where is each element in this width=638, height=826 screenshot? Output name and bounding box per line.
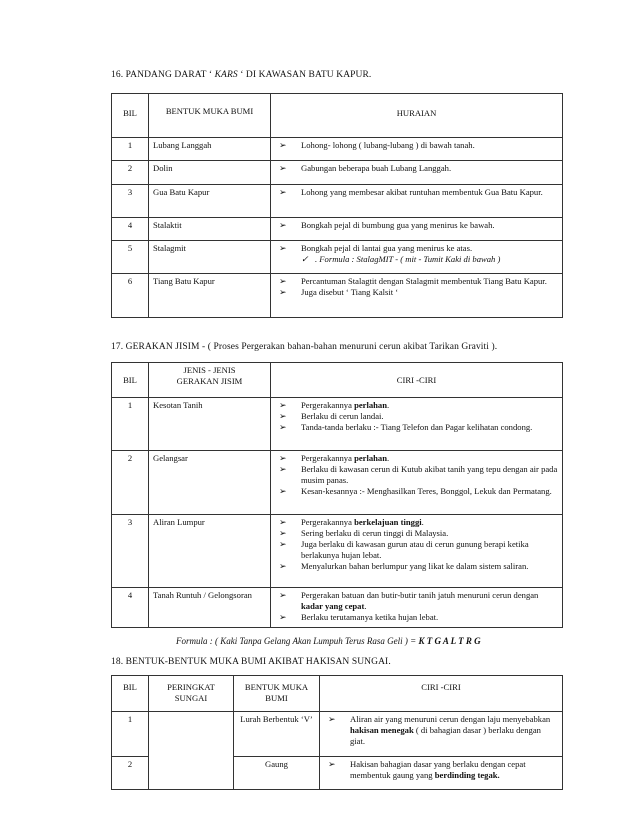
bullet-point: ➢ Percantuman Stalagtit dengan Stalagmit membentuk Tiang Batu Kapur. <box>275 276 558 287</box>
landform-name: Tiang Batu Kapur <box>149 274 271 318</box>
bullet-point: ➢ Gabungan beberapa buah Lubang Langgah. <box>275 163 558 174</box>
river-stage-cell <box>149 712 234 790</box>
bullet-point: ➢ Aliran air yang menuruni cerun dengan laju menyebabkan hakisan menegak ( di bahagian dasar ) berlaku dengan giat. <box>324 714 558 747</box>
row-number: 2 <box>112 451 149 515</box>
characteristics <box>271 398 563 451</box>
bullet-point: ➢ Pergerakan batuan dan butir-butir tanih jatuh menuruni cerun dengan kadar yang cepat. <box>275 590 558 612</box>
bullet-point: ➢ Hakisan bahagian dasar yang berlaku dengan cepat membentuk gaung yang berdinding tegak. <box>324 759 558 781</box>
header-bil: BIL <box>112 94 149 138</box>
header-huraian: HURAIAN <box>271 94 563 138</box>
landforms-kars-table <box>111 93 563 318</box>
header-bentuk-muka-bumi: BENTUK MUKA BUMI <box>234 676 320 712</box>
header-bil: BIL <box>112 363 149 398</box>
landform-name: Lurah Berbentuk ‘V’ <box>234 712 320 757</box>
movement-name: Gelangsar <box>149 451 271 515</box>
row-number: 5 <box>112 241 149 274</box>
bullet-point: ➢ Kesan-kesannya :- Menghasilkan Teres, Bonggol, Lekuk dan Permatang. <box>275 486 558 497</box>
table-row <box>112 588 563 628</box>
table-row <box>112 451 563 515</box>
bullet-point: ➢ Juga disebut ‘ Tiang Kalsit ‘ <box>275 287 558 298</box>
bullet-point: ➢ Berlaku di cerun landai. <box>275 411 558 422</box>
table-row <box>112 218 563 241</box>
header-ciri-ciri: CIRI -CIRI <box>320 676 563 712</box>
header-bentuk-muka-bumi: BENTUK MUKA BUMI <box>149 94 271 138</box>
table-row <box>112 712 563 757</box>
mass-movement-table <box>111 362 563 628</box>
table-row <box>112 185 563 218</box>
row-number: 1 <box>112 712 149 757</box>
row-number: 1 <box>112 398 149 451</box>
bullet-point: ➢ Lohong- lohong ( lubang-lubang ) di bawah tanah. <box>275 140 558 151</box>
river-erosion-table <box>111 675 563 790</box>
description <box>271 161 563 185</box>
characteristics <box>271 588 563 628</box>
bullet-point: ➢ Berlaku terutamanya ketika hujan lebat. <box>275 612 558 623</box>
characteristics <box>271 451 563 515</box>
header-bil: BIL <box>112 676 149 712</box>
movement-name: Aliran Lumpur <box>149 515 271 588</box>
header-ciri-ciri: CIRI -CIRI <box>271 363 563 398</box>
landform-name: Stalagmit <box>149 241 271 274</box>
section-16-heading: 16. PANDANG DARAT ‘ KARS ‘ DI KAWASAN BATU KAPUR. <box>111 70 372 80</box>
table-row <box>112 161 563 185</box>
characteristics <box>320 712 563 757</box>
landform-name: Dolin <box>149 161 271 185</box>
table-row <box>112 138 563 161</box>
characteristics <box>271 515 563 588</box>
formula-check-point: ✓ . Formula : StalagMIT - ( mit - Tumit Kaki di bawah ) <box>275 254 558 265</box>
table-row <box>112 274 563 318</box>
bullet-point: ➢ Sering berlaku di cerun tinggi di Malaysia. <box>275 528 558 539</box>
row-number: 3 <box>112 185 149 218</box>
row-number: 2 <box>112 757 149 790</box>
landform-name: Lubang Langgah <box>149 138 271 161</box>
description <box>271 218 563 241</box>
row-number: 1 <box>112 138 149 161</box>
row-number: 6 <box>112 274 149 318</box>
bullet-point: ➢ Tanda-tanda berlaku :- Tiang Telefon dan Pagar kelihatan condong. <box>275 422 558 433</box>
characteristics <box>320 757 563 790</box>
header-peringkat-sungai: PERINGKAT SUNGAI <box>149 676 234 712</box>
row-number: 4 <box>112 588 149 628</box>
table-row <box>112 515 563 588</box>
bullet-point: ➢ Juga berlaku di kawasan gurun atau di cerun gunung berapi ketika berlakunya hujan lebat. <box>275 539 558 561</box>
description <box>271 274 563 318</box>
movement-name: Tanah Runtuh / Gelongsoran <box>149 588 271 628</box>
bullet-point: ➢ Pergerakannya perlahan. <box>275 453 558 464</box>
bullet-point: ➢ Pergerakannya perlahan. <box>275 400 558 411</box>
bullet-point: ➢ Bongkah pejal di lantai gua yang menirus ke atas. <box>275 243 558 254</box>
row-number: 2 <box>112 161 149 185</box>
landform-name: Gua Batu Kapur <box>149 185 271 218</box>
bullet-point: ➢ Berlaku di kawasan cerun di Kutub akibat tanih yang tepu dengan air pada musim panas. <box>275 464 558 486</box>
mnemonic-formula: Formula : ( Kaki Tanpa Gelang Akan Lumpuh Terus Rasa Geli ) = K T G A L T R G <box>176 636 481 646</box>
table-row <box>112 241 563 274</box>
bullet-point: ➢ Bongkah pejal di bumbung gua yang menirus ke bawah. <box>275 220 558 231</box>
row-number: 3 <box>112 515 149 588</box>
row-number: 4 <box>112 218 149 241</box>
landform-name: Gaung <box>234 757 320 790</box>
bullet-point: ➢ Lohong yang membesar akibat runtuhan membentuk Gua Batu Kapur. <box>275 187 558 198</box>
description <box>271 138 563 161</box>
section-17-heading: 17. GERAKAN JISIM - ( Proses Pergerakan bahan-bahan menuruni cerun akibat Tarikan Graviti ). <box>111 342 498 352</box>
movement-name: Kesotan Tanih <box>149 398 271 451</box>
description <box>271 241 563 274</box>
table-row <box>112 398 563 451</box>
bullet-point: ➢ Pergerakannya berkelajuan tinggi. <box>275 517 558 528</box>
header-jenis-gerakan-jisim: JENIS - JENIS GERAKAN JISIM <box>149 363 271 398</box>
section-18-heading: 18. BENTUK-BENTUK MUKA BUMI AKIBAT HAKISAN SUNGAI. <box>111 657 391 667</box>
bullet-point: ➢ Menyalurkan bahan berlumpur yang likat ke dalam sistem saliran. <box>275 561 558 572</box>
landform-name: Stalaktit <box>149 218 271 241</box>
description <box>271 185 563 218</box>
